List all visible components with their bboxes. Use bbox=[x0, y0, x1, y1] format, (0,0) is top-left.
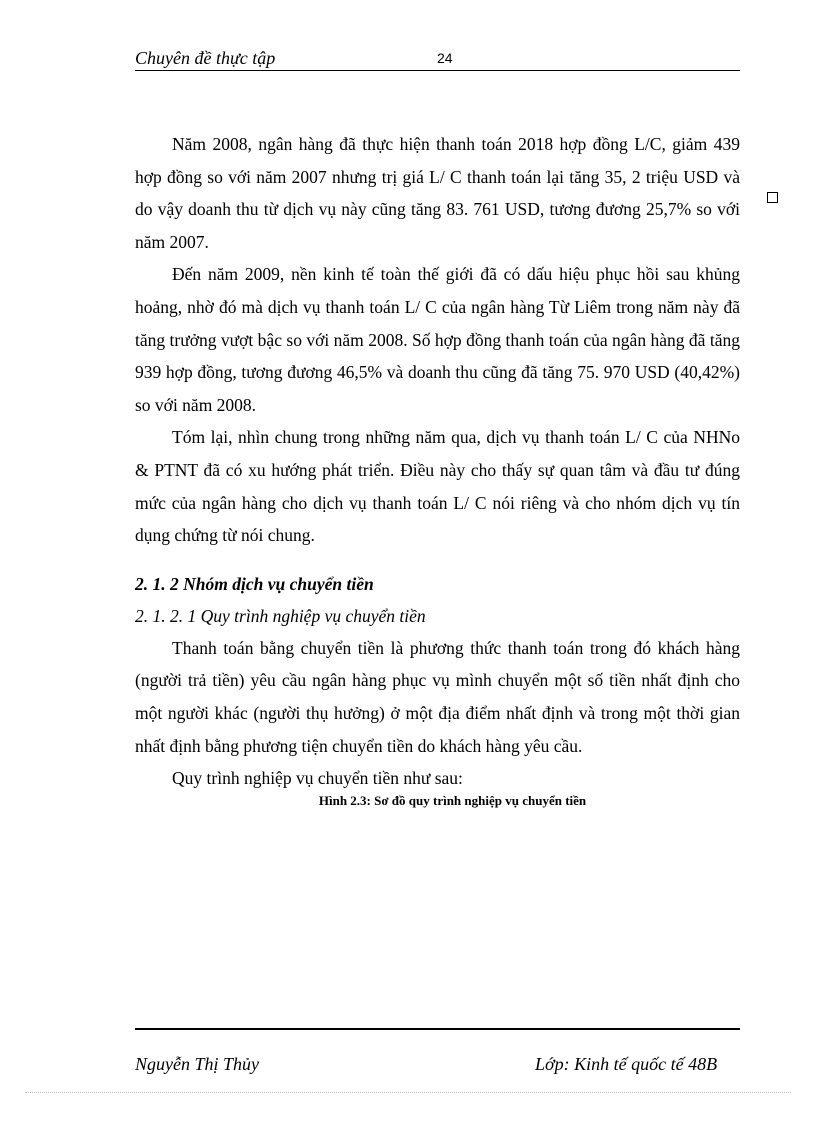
footer-class: Lớp: Kinh tế quốc tế 48B bbox=[535, 1054, 718, 1074]
header-title: Chuyên đề thực tập bbox=[135, 48, 276, 68]
subsection-heading: 2. 1. 2. 1 Quy trình nghiệp vụ chuyển tiền bbox=[135, 605, 426, 626]
page-body bbox=[135, 128, 740, 809]
page-header bbox=[135, 46, 740, 71]
page-number: 24 bbox=[437, 50, 453, 66]
paragraph-2008: Năm 2008, ngân hàng đã thực hiện thanh toán 2018 hợp đồng L/C, giảm 439 hợp đồng so với năm 2007 nhưng trị giá L/ C thanh toán lại tăng 35, 2 triệu USD và do vậy doanh thu từ dịch vụ này cũng tăng 83. 761 USD, tương đương 25,7% so với năm 2007. bbox=[135, 134, 740, 252]
paragraph-summary: Tóm lại, nhìn chung trong những năm qua, dịch vụ thanh toán L/ C của NHNo & PTNT đã có xu hướng phát triển. Điều này cho thấy sự quan tâm và đầu tư đúng mức của ngân hàng cho dịch vụ thanh toán L/ C nói riêng và cho nhóm dịch vụ tín dụng chứng từ nói chung. bbox=[135, 427, 740, 546]
footer-author: Nguyễn Thị Thủy bbox=[135, 1054, 259, 1074]
page-bottom-border bbox=[25, 1092, 791, 1093]
paragraph-process-intro: Quy trình nghiệp vụ chuyển tiền như sau: bbox=[172, 768, 463, 789]
figure-caption: Hình 2.3: Sơ đồ quy trình nghiệp vụ chuyển tiền bbox=[318, 792, 587, 808]
paragraph-definition: Thanh toán bằng chuyển tiền là phương thức thanh toán trong đó khách hàng (người trả tiền) yêu cầu ngân hàng phục vụ mình chuyển một số tiền nhất định cho một người khác (người thụ hưởng) ở một địa điểm nhất định và trong một thời gian nhất định bằng phương tiện chuyển tiền do khách hàng yêu cầu. bbox=[135, 637, 740, 756]
paragraph-2009: Đến năm 2009, nền kinh tế toàn thế giới đã có dấu hiệu phục hồi sau khủng hoảng, nhờ đó mà dịch vụ thanh toán L/ C của ngân hàng Từ Liêm trong năm này đã tăng trưởng vượt bậc so với năm 2008. Số hợp đồng thanh toán của ngân hàng đã tăng 939 hợp đồng, tương đương 46,5% và doanh thu cũng đã tăng 75. 970 USD (40,42%) so với năm 2008. bbox=[135, 264, 740, 415]
section-heading: 2. 1. 2 Nhóm dịch vụ chuyển tiền bbox=[135, 573, 374, 594]
checkbox-square bbox=[767, 192, 778, 203]
footer-divider bbox=[135, 1028, 740, 1030]
